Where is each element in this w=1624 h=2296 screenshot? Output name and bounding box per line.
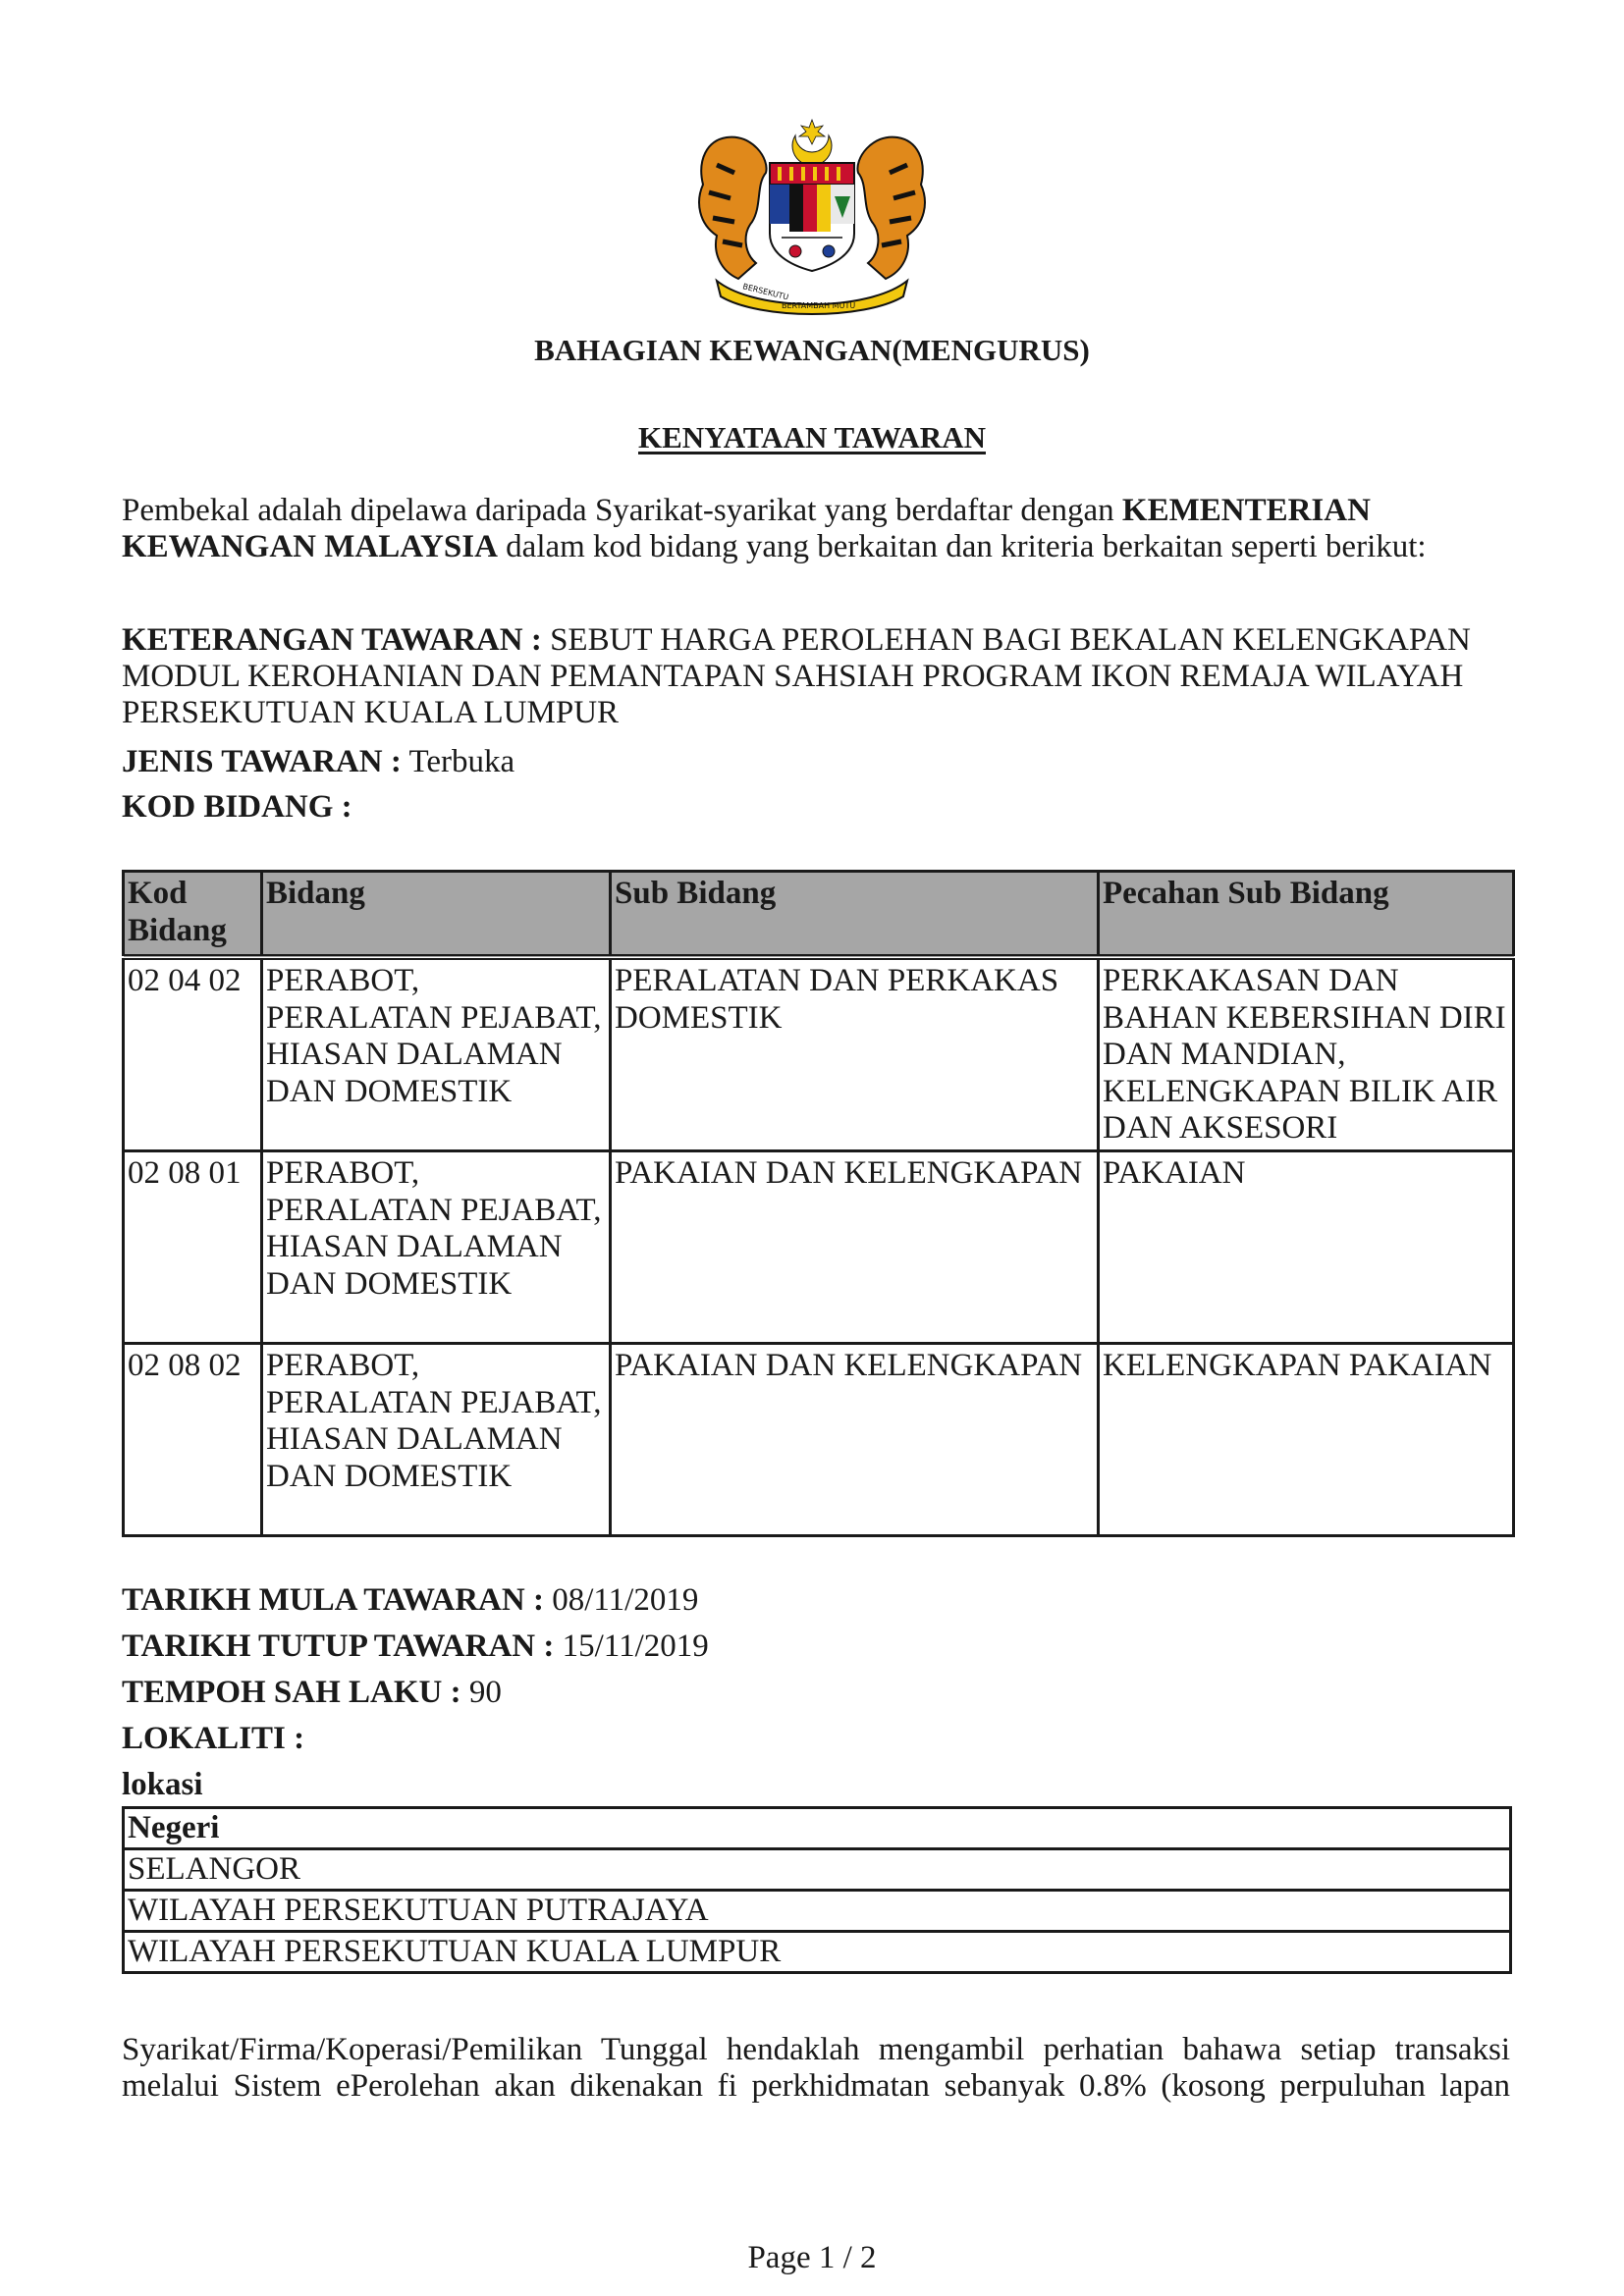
cell-pecahan: PAKAIAN [1099, 1151, 1514, 1344]
table-row [124, 957, 1514, 1151]
validity-value: 90 [468, 1675, 502, 1710]
cell-pecahan: KELENGKAPAN PAKAIAN [1099, 1344, 1514, 1536]
right-tiger-icon [857, 137, 924, 279]
table-row [124, 1891, 1511, 1932]
cell-negeri: SELANGOR [124, 1849, 1511, 1891]
offer-description [122, 622, 1510, 731]
cell-pecahan: PERKAKASAN DAN BAHAN KEBERSIHAN DIRI DAN MANDIAN, KELENGKAPAN BILIK AIR DAN AKSESORI [1099, 957, 1514, 1151]
end-date-value: 15/11/2019 [562, 1629, 709, 1664]
locality-label: LOKALITI : [122, 1721, 305, 1756]
offer-type-label: JENIS TAWARAN : [122, 744, 402, 779]
offer-type-value: Terbuka [408, 744, 515, 779]
intro-prefix: Pembekal adalah dipelawa daripada Syarikat-syarikat yang berdaftar dengan [122, 493, 1114, 528]
table-row [124, 1344, 1514, 1536]
intro-suffix: dalam kod bidang yang berkaitan dan kriteria berkaitan seperti berikut: [506, 529, 1427, 564]
header-pecahan-sub-bidang: Pecahan Sub Bidang [1099, 872, 1514, 958]
code-label: KOD BIDANG : [122, 789, 352, 825]
start-date-value: 08/11/2019 [552, 1582, 699, 1618]
cell-bidang: PERABOT, PERALATAN PEJABAT, HIASAN DALAMAN DAN DOMESTIK [262, 1151, 611, 1344]
kod-bidang-table [122, 870, 1515, 1537]
page-title: KENYATAAN TAWARAN [638, 420, 986, 454]
cell-bidang: PERABOT, PERALATAN PEJABAT, HIASAN DALAMAN DAN DOMESTIK [262, 1344, 611, 1536]
table-header-row [124, 872, 1514, 958]
department-heading: BAHAGIAN KEWANGAN(MENGURUS) [534, 333, 1090, 367]
cell-kod: 02 08 02 [124, 1344, 262, 1536]
validity-period [122, 1675, 1510, 1711]
motto-bottom-text: BERTAMBAH MUTU [782, 301, 856, 310]
service-fee-notice: Syarikat/Firma/Koperasi/Pemilikan Tunggal hendaklah mengambil perhatian bahawa setiap transaksi melalui Sistem ePerolehan akan dikenakan fi perkhidmatan sebanyak 0.8% (kosong perpuluhan lapan [122, 2032, 1510, 2104]
header-bidang: Bidang [262, 872, 611, 958]
cell-kod: 02 08 01 [124, 1151, 262, 1344]
star-icon [799, 120, 825, 144]
intro-ministry: KEMENTERIAN KEWANGAN MALAYSIA [122, 493, 1371, 564]
location-header-row [124, 1808, 1511, 1849]
table-row [124, 1151, 1514, 1344]
left-tiger-icon [699, 137, 766, 279]
header-negeri: Negeri [124, 1808, 1511, 1849]
location-table [122, 1806, 1512, 1974]
cell-sub-bidang: PERALATAN DAN PERKAKAS DOMESTIK [611, 957, 1099, 1151]
offer-description-label: KETERANGAN TAWARAN : [122, 622, 542, 658]
table-row [124, 1932, 1511, 1973]
cell-negeri: WILAYAH PERSEKUTUAN KUALA LUMPUR [124, 1932, 1511, 1973]
page-number: Page 1 / 2 [747, 2240, 877, 2275]
cell-negeri: WILAYAH PERSEKUTUAN PUTRAJAYA [124, 1891, 1511, 1932]
header-sub-bidang: Sub Bidang [611, 872, 1099, 958]
end-date [122, 1629, 1510, 1665]
table-row [124, 1849, 1511, 1891]
end-date-label: TARIKH TUTUP TAWARAN : [122, 1629, 555, 1664]
cell-kod: 02 04 02 [124, 957, 262, 1151]
header-kod-bidang: Kod Bidang [124, 872, 262, 958]
intro-paragraph [122, 493, 1510, 565]
start-date [122, 1582, 1510, 1619]
offer-type [122, 744, 1510, 780]
coat-of-arms-logo [687, 116, 937, 316]
motto-left-text: BERSEKUTU [741, 282, 790, 302]
cell-bidang: PERABOT, PERALATAN PEJABAT, HIASAN DALAMAN DAN DOMESTIK [262, 957, 611, 1151]
cell-sub-bidang: PAKAIAN DAN KELENGKAPAN [611, 1344, 1099, 1536]
cell-sub-bidang: PAKAIAN DAN KELENGKAPAN [611, 1151, 1099, 1344]
validity-label: TEMPOH SAH LAKU : [122, 1675, 461, 1710]
location-caption: lokasi [122, 1767, 203, 1802]
offer-description-value: SEBUT HARGA PEROLEHAN BAGI BEKALAN KELENGKAPAN MODUL KEROHANIAN DAN PEMANTAPAN SAHSIAH PROGRAM IKON REMAJA WILAYAH PERSEKUTUAN KUALA LUMPUR [122, 622, 1471, 730]
start-date-label: TARIKH MULA TAWARAN : [122, 1582, 544, 1618]
